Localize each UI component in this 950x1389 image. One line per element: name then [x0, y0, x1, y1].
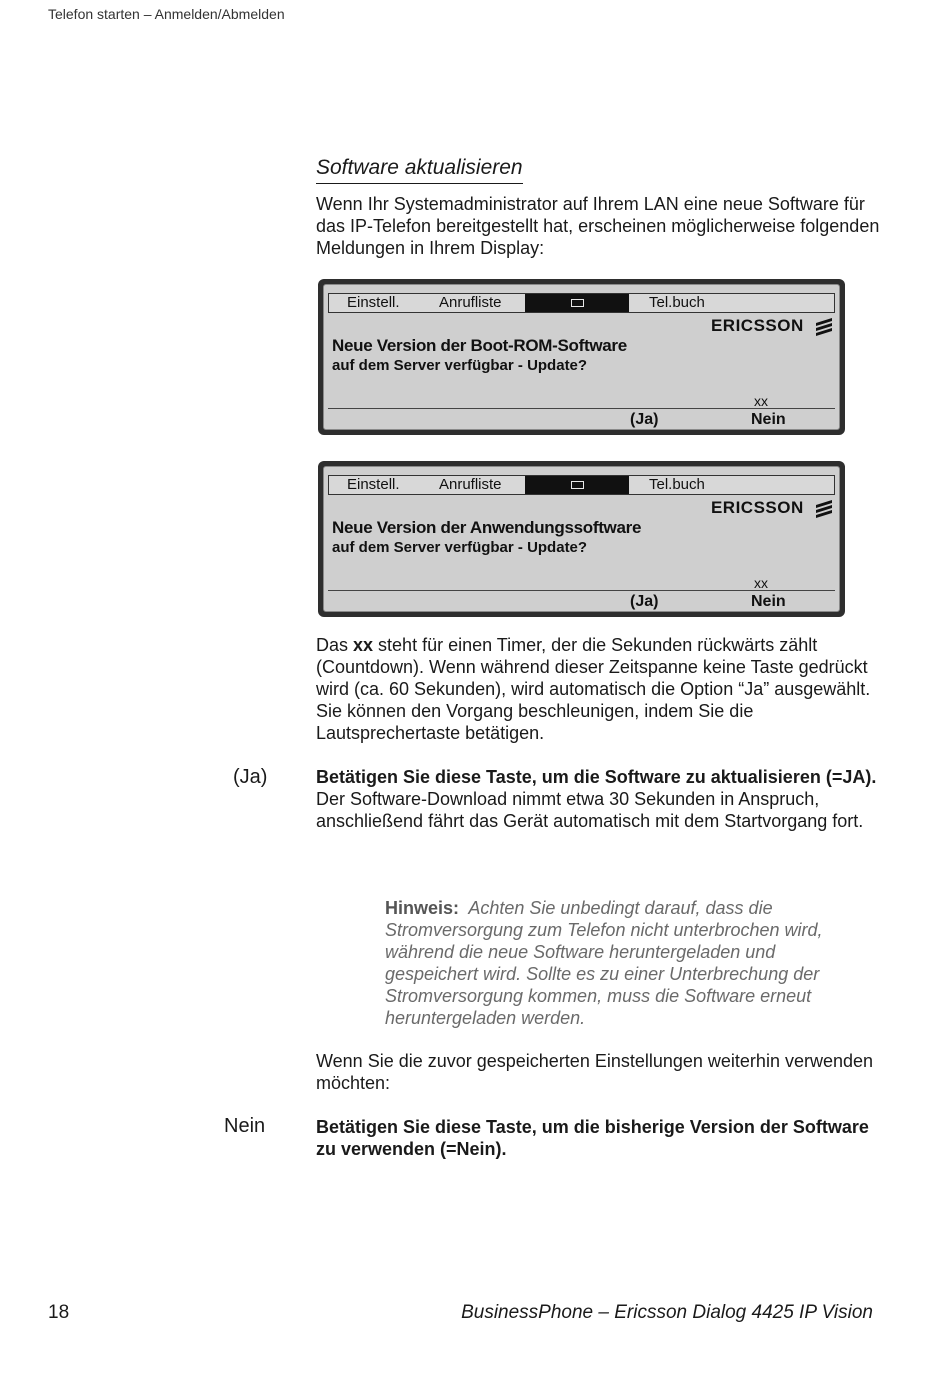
ericsson-mark-icon	[815, 317, 833, 337]
tab-anrufliste: Anrufliste	[439, 476, 502, 493]
display-screen	[323, 284, 840, 430]
logo-text: ERICSSON	[710, 316, 804, 335]
explanation-pre: Das	[316, 635, 354, 655]
explanation-bold: xx	[353, 635, 374, 655]
display-tab-bar	[328, 475, 835, 495]
step-ja-detail: Der Software-Download nimmt etwa 30 Sekunden in Anspruch, anschließend fährt das Gerät automatisch mit dem Startvorgang fort.	[316, 789, 864, 831]
page-number: 18	[48, 1302, 70, 1323]
step-nein	[316, 1116, 886, 1160]
ja-key-label: (Ja)	[233, 766, 268, 788]
footer-title: BusinessPhone – Ericsson Dialog 4425 IP Vision	[461, 1302, 873, 1323]
tab-anrufliste: Anrufliste	[439, 294, 502, 311]
running-header: Telefon starten – Anmelden/Abmelden	[48, 6, 285, 22]
section-title: Software aktualisieren	[316, 155, 523, 184]
timer-explanation	[316, 634, 886, 744]
display-tab-bar	[328, 293, 835, 313]
tab-telbuch: Tel.buch	[649, 476, 705, 493]
step-ja-instruction: Betätigen Sie diese Taste, um die Software zu aktualisieren (=JA).	[316, 767, 877, 787]
softkey-ja: (Ja)	[630, 593, 659, 610]
message-icon	[571, 481, 584, 489]
nein-key-label: Nein	[224, 1115, 266, 1137]
tab-telbuch: Tel.buch	[649, 294, 705, 311]
softkey-nein: Nein	[751, 411, 786, 428]
note-label: Hinweis:	[385, 898, 460, 918]
keep-settings-paragraph: Wenn Sie die zuvor gespeicherten Einstellungen weiterhin verwenden möchten:	[316, 1051, 874, 1093]
note-text: Achten Sie unbedingt darauf, dass die Stromversorgung zum Telefon nicht unterbrochen wird, während die neue Software heruntergeladen und gespeichert wird. Sollte es zu einer Unterbrechung der Stromversorgung kommen, muss die Software erneut heruntergeladen werden.	[385, 898, 823, 1028]
step-nein-instruction: Betätigen Sie diese Taste, um die bisherige Version der Software zu verwenden (=Nein).	[316, 1117, 869, 1159]
tab-messages	[525, 476, 629, 494]
ericsson-mark-icon	[815, 499, 833, 519]
display-screen	[323, 466, 840, 612]
explanation-text	[316, 634, 886, 744]
message-icon	[571, 299, 584, 307]
display-message-line1: Neue Version der Anwendungssoftware	[332, 518, 642, 537]
softkey-divider	[328, 408, 835, 409]
explanation-post: steht für einen Timer, der die Sekunden rückwärts zählt (Countdown). Wenn während dieser Zeitspanne keine Taste gedrückt wird (ca. 60 Sekunden), wird automatisch die Option “Ja” ausgewählt. Sie können den Vorgang beschleunigen, indem Sie die Lautsprechertaste betätigen.	[316, 635, 871, 743]
softkey-divider	[328, 590, 835, 591]
intro-paragraph	[316, 193, 886, 259]
ericsson-logo	[711, 497, 833, 519]
tab-einstell: Einstell.	[347, 294, 400, 311]
tab-messages	[525, 294, 629, 312]
countdown-timer: xx	[754, 393, 768, 409]
display-message-line2: auf dem Server verfügbar - Update?	[332, 539, 588, 556]
note-box	[385, 897, 865, 1029]
logo-text: ERICSSON	[710, 498, 804, 517]
tab-einstell: Einstell.	[347, 476, 400, 493]
step-ja	[316, 766, 886, 832]
countdown-timer: xx	[754, 575, 768, 591]
display-message-line1: Neue Version der Boot-ROM-Software	[332, 336, 627, 355]
softkey-nein: Nein	[751, 593, 786, 610]
softkey-ja: (Ja)	[630, 411, 659, 428]
phone-display-boot-rom	[318, 279, 845, 435]
phone-display-application	[318, 461, 845, 617]
intro-text: Wenn Ihr Systemadministrator auf Ihrem LAN eine neue Software für das IP-Telefon bereitgestellt hat, erscheinen möglicherweise folgenden Meldungen in Ihrem Display:	[316, 194, 880, 258]
ericsson-logo	[711, 315, 833, 337]
display-message-line2: auf dem Server verfügbar - Update?	[332, 357, 588, 374]
